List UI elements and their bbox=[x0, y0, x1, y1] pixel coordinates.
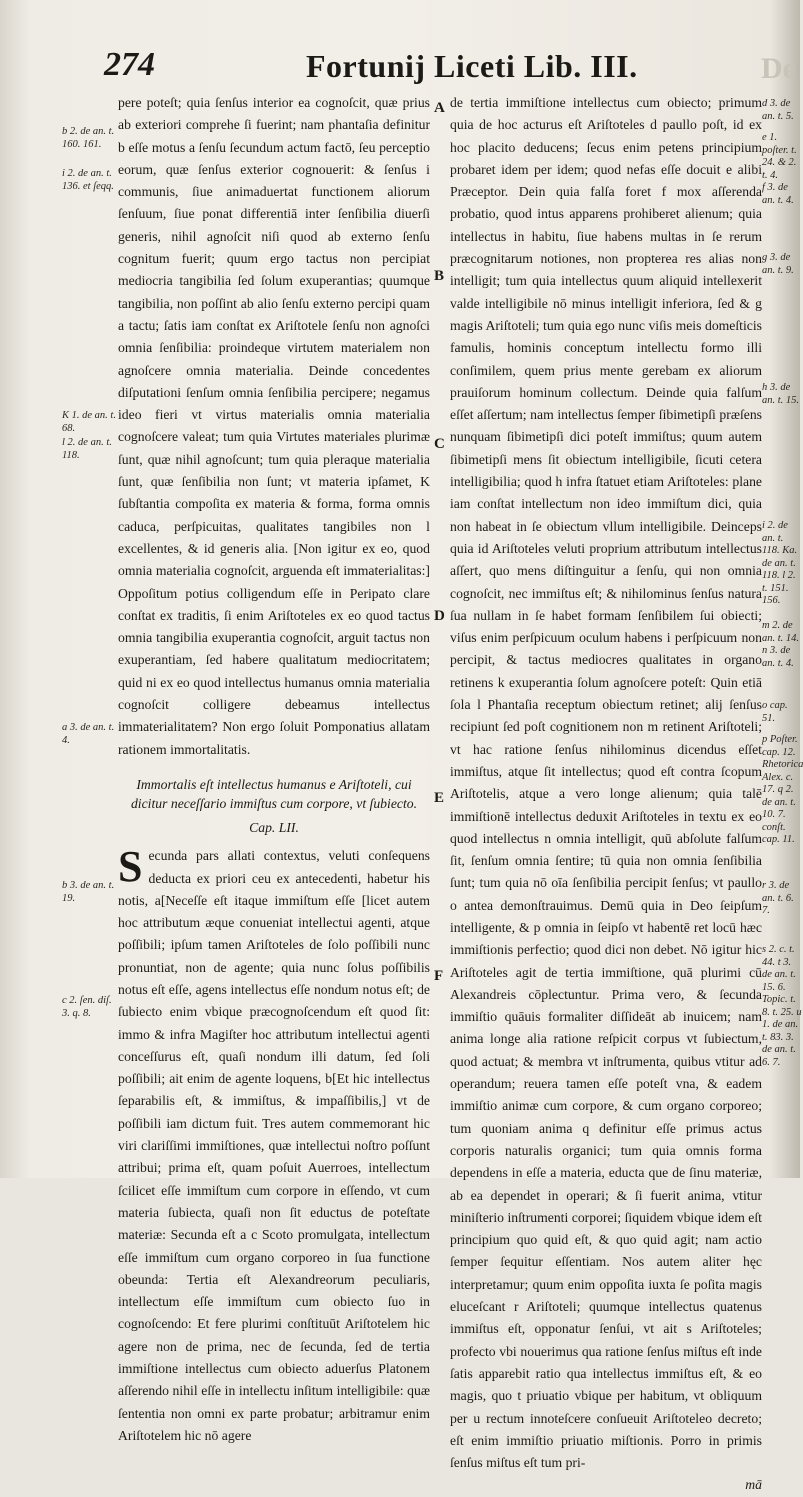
margin-note: m 2. de an. t. 14. n 3. de an. t. 4. bbox=[762, 620, 800, 669]
running-title: Fortunij Liceti Lib. III. bbox=[306, 48, 638, 84]
catchword: mā bbox=[745, 1477, 762, 1493]
margin-note: l 2. de an. t. 118. bbox=[62, 437, 112, 461]
margin-note: e 1. poſter. t. 24. & 2. t. 4. bbox=[762, 132, 797, 181]
page-number: 274 bbox=[104, 46, 155, 83]
section-letter-f: F bbox=[434, 968, 444, 984]
margin-note: p Poſter. cap. 12. Rhetorica Alex. c. 17. q 2. de an. t. 10. 7. conſt. cap. 11. bbox=[762, 734, 803, 845]
margin-note: s 2. c. t. 44. t 3. de an. t. 15. 6. Topic. t. 8. t. 25. u 1. de an. t. 83. 3. de an. t. 6. 7. bbox=[762, 944, 802, 1068]
margin-note: r 3. de an. t. 6. 7. bbox=[762, 880, 794, 916]
section-letter-e: E bbox=[434, 790, 445, 806]
section-letter-d: D bbox=[434, 608, 445, 624]
margin-note: a 3. de an. t. 4. bbox=[62, 722, 115, 746]
left-column-text-top: pere poteſt; quia ſenſus interior ea cognoſcit, quæ prius ab exteriori comprehe ſi fuerint; nam phantaſia definitur b eſſe motus a ſenſu ſecundum actum factō, ſeu perceptio eorum, quæ ſenſus exterior cognouerit: & ſenſus i communis, ſiue animaduertat functionem aliorum ſenſuum, ſiue ponat differentiā inter ſenſibilia diuerſi generis, nihil agnoſcit niſi quod ab externo ſenſu cognitum fuerit; quum ergo tactus non percipiat mediocria tangibilia ſed ſolum exuperantias; quumque tangibilia, non poſſint ab alio ſenſu externo percipi quam a tactu; ſatis iam conſtat ex Ariſtotele ſenſu non agnoſci omnia ſenſibilia: proindeque virtutem materialem non agnoſcere omnia materialia. Deinde concedentes diſputationi ſenſum omnia ſenſibilia percipere; negamus ideo fieri vt virtus materialis omnia materialia cognoſcere valeat; tum quia Virtutes materiales plurimæ ſunt, quæ nihil agnoſcunt; tum quia pleraque materialia ſunt, quæ ſenſibilia non ſunt; vt materia ipſamet, K ſubſtantia compoſita ex materia & forma, forma omnis caduca, perſpicuitas, qualitates tangibiles non l excellentes, & id generis alia. [Non igitur ex eo, quod omnia materialia cognoſcit, arguenda eſt immaterialitas:] Oppoſitum potius colligendum eſſe in Peripato clare conſtat ex traditis, ſi enim Ariſtoteles ex eo quod tactus omnia tangibilia exuperantia cognoſcit, arguit tactus non exuperantiam, ſed habere qualitatum mediocritatem; quid ni ex eo quod intellectus humanus omnia materialia cognoſcit colligere debeamus intellectus immaterialitatem? Non ergo ſoluit Pomponatius allatam rationem immortalitatis. bbox=[118, 95, 430, 757]
margin-note: b 2. de an. t. 160. 161. bbox=[62, 126, 115, 150]
margin-note: K 1. de an. t. 68. bbox=[62, 410, 116, 434]
bleed-through-text: De bbox=[761, 52, 796, 85]
right-column-text: de tertia immiſtione intellectus cum obiecto; primum quia de hoc acturus eſt Ariſtoteles d paullo poſt, id ex hoc placito deducens; ſecus enim petens principium probaret idem per idem; quod nefas eſſe docuit e alibi Præceptor. Dein quia falſa foret f mox aſſerenda probatio, quod intus apparens prohiberet alienum; quia intellectus in habitu, ſiue habens multas in ſe rerum præcognitarum notiones, non propterea res alias non intelligit; tum quia intellectus quum aliquid intellexerit valde intelligibile nō minus intelligit inferiora, ſed & g magis Ariſtoteli; tum quia ego nunc viſis meis domeſticis famulis, hominis conceptum intellectu formo illi conſimilem, quem prius mente gerebam ex aliorum prauiſorum hominum collectum. Deinde quia falſum eſſet aſſertum; nam intellectus ſemper ſibimetipſi præſens nunquam ſibimetipſi dici poteſt immiſtus; quum autem ſibimetipſi mens ſit obiectum intelligibile, ſicuti cetera intelligibilia; quod h infra ſtatuet etiam Ariſtoteles: plane iam conſtat intellectum non ideo immiſtum dici, quia non habeat in ſe obiectum vllum intelligibile. Deinceps quia id Ariſtoteles veluti proprium attributum intellectus aſſert, quo mens diſtinguitur a ſenſu, qui non omnia cognoſcit, nec immiſtus eſt; & nihilominus ſenſus natura ſua nullam in ſe habet formam ſenſibilem ſui obiecti; viſus enim perſpicuum oculum habens i perſpicuum non percipit, & tactus mediocres qualitates in organo retinens k exuperantia ſolum agnoſcere poteſt: Quin etiā ſola l Phantaſia receptum obiectum retinet; alij ſenſus recipiunt ſed poſt cognitionem non m retinent Ariſtoteli; vt hac ratione ſenſus nihilominus dicendus eſſet immiſtus, atque ſit intellectus; quod eſt contra ſcopum Ariſtotelis, atque a vero longe alienum; quia talē immiſtionē intellectus deduxit Ariſtoteles in textu ex eo quod intellectus n omnia intelligit, quū abſolute falſum ſit, ſenſum omnia ſentire; tū quia non omnia ſenſibilia ſunt; tum quia nō oīa ſenſibilia percipit ſenſus; vt paullo o antea demonſtrauimus. Demū quia in Deo ſeipſum intelligente, & p omnia in ſeipſo vt habentē ret locū hæc immiſtionis perfectio; quod dici non debet. Nō igitur hic Ariſtoteles agit de tertia immiſtione, quā plurimi cū Alexandreis cōplectuntur. Prima vero, & ſecunda immiſtio quāuis formaliter diſſideāt ab inuicem; nam anima longe alia ratione reſpicit corpus vt ſubiectum, quod actuat; & membra vt inſtrumenta, quibus vtitur ad operandum; reuera tamen eſſe poteſt vna, & eadem immiſtio animæ cum corpore, & cum organo corporeo; tum quoniam anima q definitur eſſe primus actus corporis naturalis organici; tum quia omnis forma dependens in eſſe a materia, educta que de ſinu materiæ, ab ea dependet in operari; & ſi fuerit anima, vtitur miniſterio inſtrumenti corporei; ſiquidem vbique idem eſt principium quo quid eſt, & quo quid agit; nam actio ſemper ſequitur eſſentiam. Nos autem aliter hęc interpretamur; quum enim oppoſita iuxta ſe poſita magis eluceſcant r Ariſtoteli; quumque intellectus quatenus immiſtus eſt, opponatur ſenſui, vt ait s Ariſtoteles; profecto vbi nouerimus qua ratione ſenſus miſtus eſt inde ſatis apparebit ratio qua intellectus immiſtus eſt, & eo magis, quo t priuatio vbique per habitum, vt obliquum per u rectum innoteſcere conſueuit Ariſtoteleo decreto; eſt enim immiſtio priuatio miſtionis. Porro in primis ſenſus miſtus eſt tum pri- bbox=[450, 95, 762, 1471]
margin-note: d 3. de an. t. 5. bbox=[762, 98, 794, 122]
margin-note: f 3. de an. t. 4. bbox=[762, 182, 794, 206]
margin-note: g 3. de an. t. 9. bbox=[762, 252, 794, 276]
margin-note: h 3. de an. t. 15. bbox=[762, 382, 800, 406]
chapter-body-text: ecunda pars allati contextus, veluti conſequens deducta ex priori ceu ex antecedenti, habetur his notis, a[Neceſſe eſt itaque immiſtum eſſe [licet autem hoc attributum æque conueniat intellectui agenti, atque poſſibili; ipſum tamen Ariſtoteles de ſolo poſſibili nunc pronuntiat, non de agente; quia nunc ſolus poſſibilis notus eſt eſſe, agens intellectus eſſe nondum notus eſt; de ſubiecto enim vbique præcognoſcendum eſt quod ſit: immo & infra Magiſter hoc attributum intellectui agenti conceſſurus eſt, quaſi nondum illi datum, ſed ſoli poſſibili; ait enim de agente loquens, b[Et hic intellectus ſeparabilis eſt, & immiſtus, & impaſſibilis,] vt de poſſibili iam dictum fuit. Tres autem commemorant hic viri clariſſimi immiſtiones, quæ intellectui noſtro poſſunt attribui; prima eſt, quam poſuit Auerroes, intellectum ſcilicet eſſe immiſtum cum corpore in eſſendo, vt cum materia ſubiecta, quaſi non ſit eductus de poteſtate materiæ: Secunda eſt a c Scoto promulgata, intellectum eſſe immiſtum cum organo corporeo in ſua functione obeunda: Tertia eſt Alexandreorum peculiaris, intellectum eſſe immiſtum cum obiecto ſuo in cognoſcendo: Et fere plurimi conſtituūt Ariſtotelem hic agere non de prima, nec de ſecunda, ſed de tertia immiſtione intellectus cum obiecto aduerſus Platonem aſſerendo nihil eſſe in intellectu inſitum intelligibile: quæ ſententia non omni ex parte probatur; arbitramur enim Ariſtotelem hic nō agere bbox=[118, 848, 430, 1443]
margin-note: c 2. ſen. diſ. 3. q. 8. bbox=[62, 995, 112, 1019]
section-letter-b: B bbox=[434, 268, 445, 284]
margin-note: b 3. de an. t. 19. bbox=[62, 880, 115, 904]
chapter-heading: Immortalis eſt intellectus humanus e Ariſtoteli, cui dicitur neceſſario immiſtus cum corpore, vt ſubiecto. bbox=[130, 776, 418, 811]
section-letter-c: C bbox=[434, 436, 445, 452]
left-column-text-bottom bbox=[118, 842, 430, 1447]
margin-note: i 2. de an. t. 136. et ſeqq. bbox=[62, 168, 114, 192]
page-header bbox=[96, 38, 796, 88]
right-column bbox=[450, 92, 762, 1497]
chapter-number: Cap. LII. bbox=[249, 819, 299, 835]
margin-note: i 2. de an. t. 118. Ka. de an. t. 118. l 2. t. 151. 156. bbox=[762, 520, 798, 606]
drop-cap: S bbox=[118, 842, 143, 892]
section-letter-a: A bbox=[434, 100, 445, 116]
margin-note: o cap. 51. bbox=[762, 700, 788, 724]
left-column bbox=[118, 92, 430, 1447]
